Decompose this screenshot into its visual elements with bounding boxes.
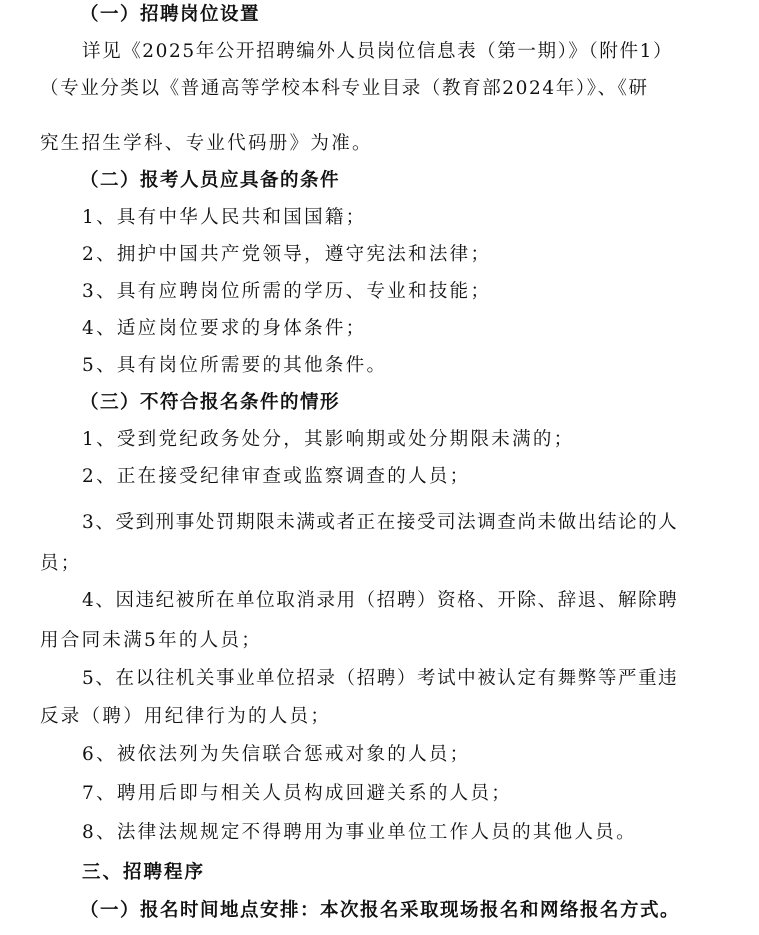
list-item: 7、聘用后即与相关人员构成回避关系的人员；: [82, 783, 513, 804]
list-item: 5、在以往机关事业单位招录（招聘）考试中被认定有舞弊等严重违: [82, 668, 679, 689]
main-heading-recruitment-procedure: 三、招聘程序: [82, 862, 206, 883]
list-item: 1、具有中华人民共和国国籍；: [82, 207, 367, 228]
section-heading-requirements: （二）报考人员应具备的条件: [80, 170, 341, 191]
section-heading-registration: （一）报名时间地点安排：本次报名采取现场报名和网络报名方式。: [80, 900, 681, 921]
section-heading-position-setup: （一）招聘岗位设置: [80, 4, 261, 25]
list-item: 1、受到党纪政务处分，其影响期或处分期限未满的；: [82, 429, 575, 450]
list-item: 6、被依法列为失信联合惩戒对象的人员；: [82, 744, 471, 765]
list-item-continuation: 员；: [40, 553, 82, 574]
list-item: 3、受到刑事处罚期限未满或者正在接受司法调查尚未做出结论的人: [82, 512, 679, 533]
paragraph-line: 详见《2025年公开招聘编外人员岗位信息表（第一期）》（附件1）: [82, 41, 674, 62]
section-heading-ineligible: （三）不符合报名条件的情形: [80, 392, 341, 413]
list-item-continuation: 用合同未满5年的人员；: [40, 630, 263, 651]
list-item: 8、法律法规规定不得聘用为事业单位工作人员的其他人员。: [82, 822, 637, 843]
list-item: 2、正在接受纪律审查或监察调查的人员；: [82, 466, 471, 487]
list-item-continuation: 反录（聘）用纪律行为的人员；: [40, 706, 332, 727]
list-item: 4、因违纪被所在单位取消录用（招聘）资格、开除、辞退、解除聘: [82, 590, 679, 611]
list-item: 4、适应岗位要求的身体条件；: [82, 318, 367, 339]
list-item: 2、拥护中国共产党领导，遵守宪法和法律；: [82, 244, 492, 265]
list-item: 3、具有应聘岗位所需的学历、专业和技能；: [82, 281, 492, 302]
paragraph-line: （专业分类以《普通高等学校本科专业目录（教育部2024年）》、《研: [40, 78, 649, 99]
paragraph-line: 究生招生学科、专业代码册》为准。: [40, 133, 373, 154]
list-item: 5、具有岗位所需要的其他条件。: [82, 355, 388, 376]
